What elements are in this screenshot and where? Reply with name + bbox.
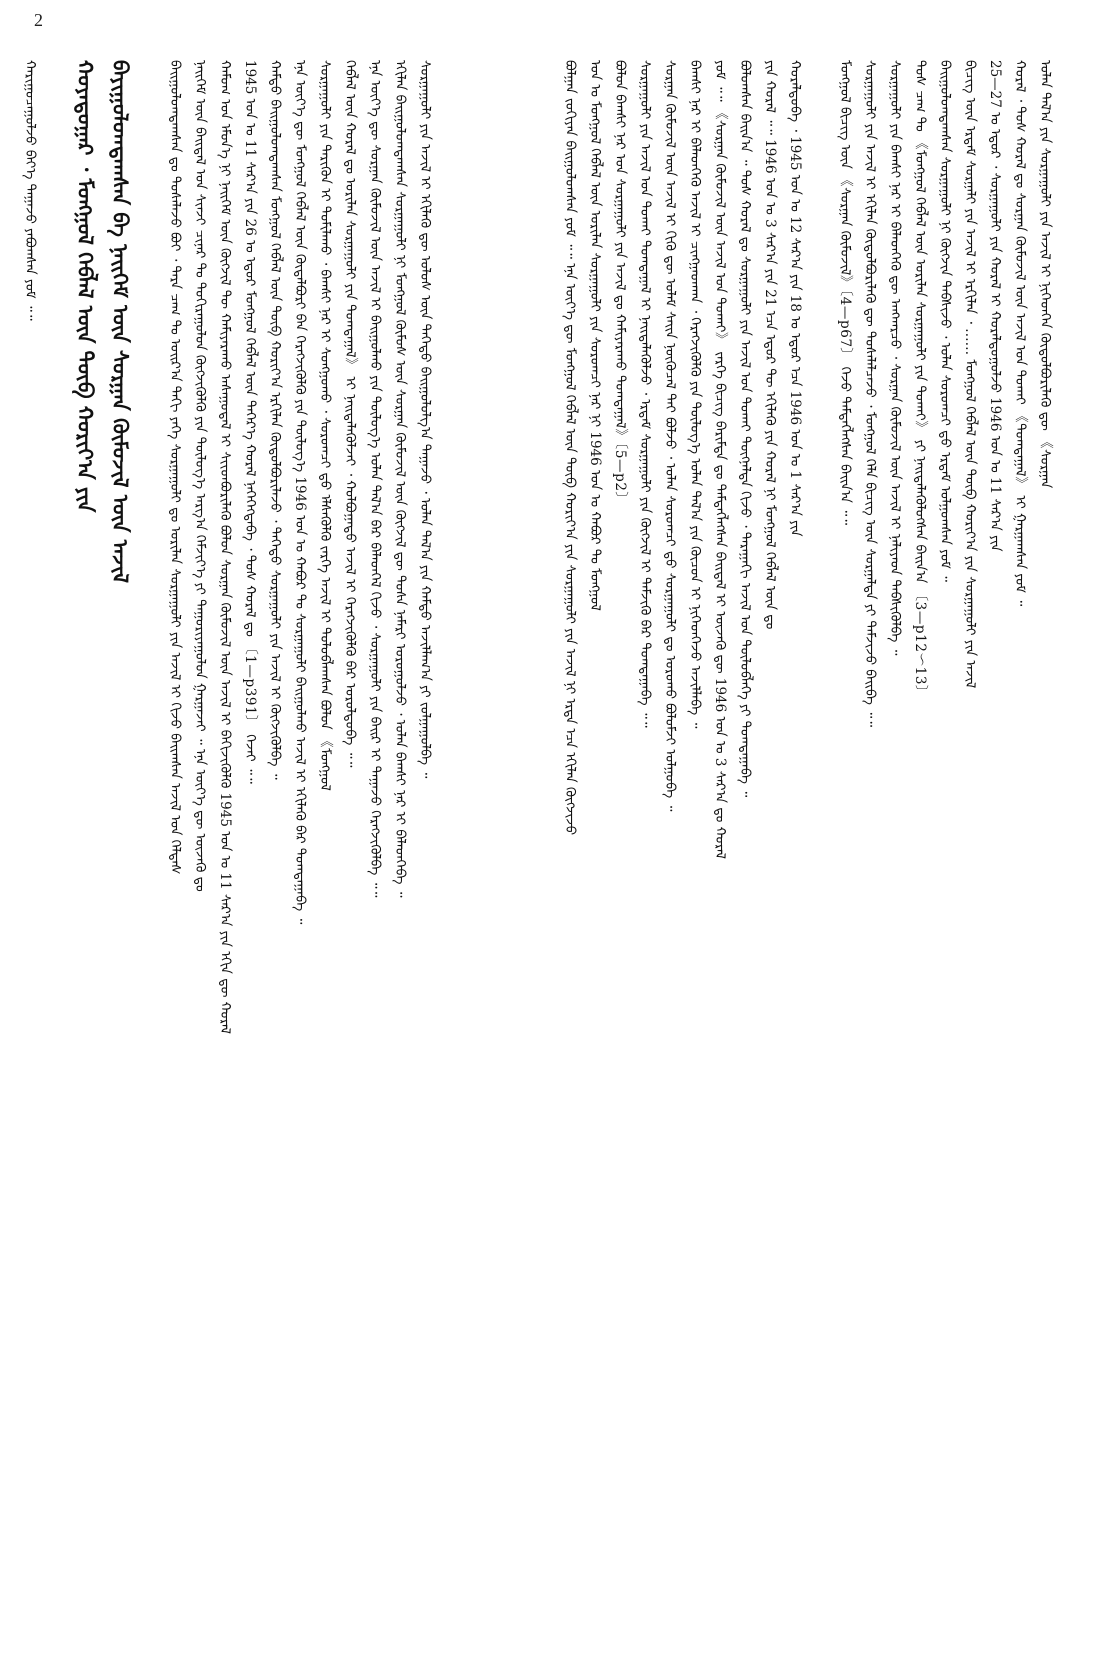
right-text-column (560, 60, 1060, 1660)
right-column-line (810, 60, 830, 1660)
left-column-line: ᠡᠨᠡ ᠦᠶ᠎ᠡ ᠳᠦ ᠰᠤᠷᠭᠠᠨ ᠬᠦᠮᠦᠵᠢᠯ ᠦᠨ ᠠᠵᠢᠯ ᠢ ᠪᠠᠢᠭᠤᠯᠬᠤ ᠶᠢᠨ ᠲᠥᠯᠦᠭ᠎ᠡ ᠣᠯᠠᠨ ᠲᠠᠯ᠎ᠠ ᠪᠠᠷ ᠪᠡᠯᠡᠳᠬᠡᠯ ᠬᠢᠵᠦ ᠂ ᠰᠤᠷᠭᠠᠭᠤᠯᠢ ᠶᠢᠨ ᠪᠠᠢᠷ ᠢ ᠳᠠᠭᠠᠵᠤ ᠬᠡᠷᠡᠭᠵᠢᠭᠦᠯᠪᠡ ᠃᠃ (367, 60, 383, 898)
left-column-line: ᠪᠠᠶᠢᠭᠤᠯᠤᠭᠳᠠᠭᠰᠠᠨ ᠪᠠ ᠨᠡᠢᠭᠡᠮ ᠦᠨ ᠰᠤᠷᠭᠠᠨ ᠬᠦᠮᠦᠵᠢᠯ ᠦᠨ ᠠᠵᠢᠯ (108, 60, 133, 584)
right-column-line: ᠪᠣᠯᠤᠭᠰᠠᠨ ᠪᠠᠢᠨ᠎ᠠ ᠃ ᠲᠤᠰ ᠬᠤᠷᠠᠯ ᠳᠤ ᠰᠤᠷᠭᠠᠭᠤᠯᠢ ᠶᠢᠨ ᠠᠵᠢᠯ ᠤᠨ ᠲᠤᠬᠠᠢ ᠳᠦᠭᠨᠡᠯᠲᠡ ᠬᠢᠵᠦ ᠂ ᠳᠠᠷᠠᠭᠠᠬᠢ ᠠᠵᠢᠯ ᠤᠨ ᠲᠥᠯᠥᠪᠯᠡᠭᠡ ᠶᠢ ᠲᠣᠭᠲᠠᠭᠠᠪᠠ ᠃ (737, 60, 753, 798)
left-column-line: ᠬᠠᠮᠲᠤ ᠪᠠᠢᠭᠤᠯᠤᠭᠳᠠᠭᠰᠠᠨ ᠮᠣᠩᠭᠣᠯ ᠬᠡᠪᠯᠡᠯ ᠦᠨ ᠲᠥᠪ ᠬᠣᠷᠢᠶ᠎ᠠ ᠡᠷᠬᠢᠯᠡᠨ ᠬᠥᠲᠦᠯᠪᠦᠷᠢᠯᠡᠵᠦ ᠂ ᠳᠡᠭᠡᠳᠦ ᠰᠤᠷᠭᠠᠭᠤᠯᠢ ᠶᠢᠨ ᠠᠵᠢᠯ ᠢ ᠬᠥᠭᠵᠢᠭᠦᠯᠪᠡ ᠃ (267, 60, 283, 780)
right-column-line: ᠰᠤᠷᠭᠠᠭᠤᠯᠢ ᠶᠢᠨ ᠪᠠᠭᠰᠢ ᠨᠠᠷ ᠢ ᠪᠡᠯᠡᠳᠬᠡᠬᠦ ᠳᠦ ᠠᠩᠬᠠᠷᠴᠤ ᠂ ᠰᠤᠷᠭᠠᠨ ᠬᠦᠮᠦᠵᠢᠯ ᠦᠨ ᠠᠵᠢᠯ ᠢ ᠨᠡᠯᠢᠶᠡᠳ ᠳᠡᠪᠰᠢᠭᠦᠯᠪᠡ ᠃ (887, 60, 903, 656)
right-column-line: ᠬᠤᠷᠠᠯ ᠂ ᠲᠤᠰ ᠬᠤᠷᠠᠯ ᠳᠤ ᠰᠤᠷᠭᠠᠨ ᠬᠦᠮᠦᠵᠢᠯ ᠦᠨ ᠠᠵᠢᠯ ᠤᠨ ᠲᠤᠬᠠᠢ 《ᠲᠣᠭᠲᠠᠭᠠᠯ》 ᠢ ᠭᠠᠷᠭᠠᠭᠰᠠᠨ ᠶᠤᠮ ᠃ (1012, 60, 1028, 607)
left-column-line: ᠪᠠᠢᠭᠤᠯᠤᠭᠳᠠᠭᠰᠠᠨ ᠳᠤ ᠲᠤᠰᠠᠯᠠᠵᠤ ᠪᠤᠢ ᠂ ᠲᠡᠷᠡ ᠴᠠᠭ ᠲᠤ ᠣᠢᠷ᠎ᠠ ᠳᠠᠬᠢ ᠶᠡᠬᠡ ᠰᠤᠷᠭᠠᠭᠤᠯᠢ ᠳᠤ ᠤᠷᠢᠯᠠᠨ ᠰᠤᠷᠭᠠᠭᠤᠯᠢ ᠶᠢᠨ ᠠᠵᠢᠯ ᠢ ᠬᠢᠵᠦ ᠪᠠᠢᠭᠰᠠᠨ ᠠᠵᠢᠯ ᠤᠨ ᠬᠡᠯᠲᠡᠰ (167, 60, 183, 875)
right-column-line: ᠰᠤᠷᠭᠠᠨ ᠬᠦᠮᠦᠵᠢᠯ ᠦᠨ ᠠᠵᠢᠯ ᠢ ᠬᠢᠬᠦ ᠳᠦ ᠤᠯᠠᠮ ᠰᠠᠢᠨ ᠨᠥᠬᠦᠴᠡᠯ ᠲᠠᠢ ᠪᠣᠯᠵᠤ ᠂ ᠣᠯᠠᠨ ᠰᠤᠷᠤᠭᠴᠢ ᠳ᠋ᠤ ᠰᠤᠷᠭᠠᠭᠤᠯᠢ ᠳᠤ ᠣᠷᠣᠬᠤ ᠪᠣᠯᠣᠮᠵᠢ ᠣᠯᠭᠤᠪᠠ ᠃ (662, 60, 678, 812)
left-column-line: ᠨᠡᠢᠭᠡᠮ ᠦᠨ ᠪᠠᠢᠳᠠᠯ ᠤᠨ ᠰᠢᠨᠵᠢ ᠴᠢᠨᠠᠷ ᠲᠤ ᠲᠤᠬᠢᠷᠠᠭᠤᠯᠤᠨ ᠬᠥᠭᠵᠢᠭᠦᠯᠬᠦ ᠶᠢᠨ ᠲᠥᠯᠦᠭ᠎ᠡ ᠠᠷᠭ᠎ᠠ ᠬᠡᠮᠵᠢᠶ᠎ᠡ ᠶᠢ ᠲᠠᠭᠤᠷᠢᠶᠠᠭᠤᠯᠤᠨ ᠭᠠᠷᠭᠠᠵᠠᠢ ᠃ ᠡᠨᠡ ᠦᠶ᠎ᠡ ᠳᠦ ᠦᠵᠡᠬᠦ ᠳᠤ (192, 60, 208, 892)
left-column-line: 1945 ᠣᠨ ᠤ 11 ᠰᠠᠷ᠎ᠠ ᠶᠢᠨ 26 ᠤ ᠡᠳᠦᠷ ᠮᠣᠩᠭᠣᠯ ᠬᠡᠪᠯᠡᠯ ᠦᠨ ᠳᠡᠭᠡᠷ᠎ᠡ ᠬᠤᠷᠠᠯ ᠨᠡᠭᠡᠭᠡᠭᠳᠡᠪᠡ ᠂ ᠲᠤᠰ ᠬᠤᠷᠠᠯ ᠳᠤ 〔1—p391〕 ᠭᠡᠵᠡᠢ ᠃᠃ (242, 60, 258, 784)
left-column-line: ᠡᠨᠡ ᠦᠶ᠎ᠡ ᠳᠦ ᠮᠣᠩᠭᠣᠯ ᠬᠡᠪᠯᠡᠯ ᠦᠨ ᠬᠥᠲᠡᠯᠪᠦᠷᠢ ᠪᠠᠨ ᠬᠡᠷᠡᠭᠵᠢᠭᠦᠯᠬᠦ ᠶᠢᠨ ᠲᠥᠯᠦᠭ᠎ᠡ 1946 ᠣᠨ ᠤ ᠬᠠᠪᠤᠷ ᠲᠤ ᠰᠤᠷᠭᠠᠭᠤᠯᠢ ᠪᠠᠢᠭᠤᠯᠬᠤ ᠠᠵᠢᠯ ᠢ ᠡᠬᠢᠯᠡᠬᠦ ᠪᠡᠷ ᠲᠣᠭᠲᠠᠭᠠᠪᠠ ᠃ (292, 60, 308, 925)
right-column-line: ᠶᠤᠮ ᠃᠃ 《ᠰᠤᠷᠭᠠᠨ ᠬᠦᠮᠦᠵᠢᠯ ᠦᠨ ᠠᠵᠢᠯ ᠤᠨ ᠲᠤᠬᠠᠢ》 ᠵᠡᠷᠭᠡ ᠪᠢᠴᠢᠭ ᠪᠠᠷᠢᠮᠲᠠ ᠳᠤ ᠲᠡᠮᠳᠡᠭᠯᠡᠭᠰᠡᠨ ᠪᠠᠢᠳᠠᠯ ᠢ ᠦᠵᠡᠬᠦ ᠳᠦ 1946 ᠣᠨ ᠤ 3 ᠰᠠᠷ᠎ᠠ ᠳᠤ ᠬᠤᠷᠠᠯ (712, 60, 728, 859)
right-column-line: ᠪᠣᠯᠭᠠᠨ ᠵᠣᠬᠢᠶᠠᠨ ᠪᠠᠢᠭᠤᠯᠤᠭᠰᠠᠨ ᠶᠤᠮ ᠃᠃ ᠡᠨᠡ ᠦᠶ᠎ᠡ ᠳᠦ ᠮᠣᠩᠭᠣᠯ ᠬᠡᠪᠯᠡᠯ ᠦᠨ ᠲᠥᠪ ᠬᠣᠷᠢᠶ᠎ᠠ ᠶᠢᠨ ᠰᠤᠷᠭᠠᠭᠤᠯᠢ ᠶᠢᠨ ᠠᠵᠢᠯ ᠨᠢ ᠡᠷᠲᠡ ᠡᠴᠡ ᠡᠬᠢᠯᠡᠨ ᠬᠥᠭᠵᠢᠵᠦ (562, 60, 578, 836)
right-column-line: ᠪᠣᠯᠤᠨ ᠪᠠᠭᠰᠢ ᠨᠠᠷ ᠤᠨ ᠰᠤᠷᠭᠠᠭᠤᠯᠢ ᠶᠢᠨ ᠠᠵᠢᠯ ᠳᠤ ᠬᠠᠮᠢᠶᠠᠷᠠᠬᠤ ᠲᠣᠭᠲᠠᠭᠠᠯ》〔5—p2〕 (612, 60, 628, 506)
left-column-line (140, 60, 160, 1660)
left-column-line: ᠡᠬᠢᠯᠡᠨ ᠪᠠᠢᠭᠤᠯᠤᠭᠳᠠᠭᠰᠠᠨ ᠰᠤᠷᠭᠠᠭᠤᠯᠢ ᠨᠢ ᠮᠣᠩᠭᠣᠯ ᠬᠦᠮᠦᠰ ᠦᠨ ᠰᠤᠷᠭᠠᠨ ᠬᠦᠮᠦᠵᠢᠯ ᠦᠨ ᠬᠥᠭᠵᠢᠯ ᠳᠦ ᠲᠤᠰᠠ ᠨᠡᠮᠡᠷᠢ ᠣᠷᠣᠭᠤᠯᠵᠤ ᠂ ᠣᠯᠠᠨ ᠪᠠᠭᠰᠢ ᠨᠠᠷ ᠢ ᠪᠡᠯᠡᠳᠬᠡᠪᠡ ᠃ (392, 60, 408, 898)
right-column-line: 25—27 ᠤ ᠡᠳᠦᠷ ᠂ ᠰᠤᠷᠭᠠᠭᠤᠯᠢ ᠶᠢᠨ ᠬᠤᠷᠠᠯ ᠢ ᠬᠤᠷᠠᠯᠳᠤᠭᠤᠯᠵᠤ 1946 ᠣᠨ ᠤ 11 ᠰᠠᠷ᠎ᠠ ᠶᠢᠨ (987, 60, 1003, 552)
left-text-column (20, 60, 520, 1660)
right-column-line: ᠬᠤᠷᠠᠯᠳᠤᠪᠠ ᠂ 1945 ᠣᠨ ᠤ 12 ᠰᠠᠷ᠎ᠠ ᠶᠢᠨ 18 ᠤ ᠡᠳᠦᠷ ᠡᠴᠡ 1946 ᠣᠨ ᠤ 1 ᠰᠠᠷ᠎ᠠ ᠶᠢᠨ (787, 60, 803, 537)
right-column-line: ᠪᠠᠢᠭᠤᠯᠤᠭᠳᠠᠭᠰᠠᠨ ᠰᠤᠷᠭᠠᠭᠤᠯᠢ ᠨᠢ ᠬᠥᠭᠵᠢᠨ ᠳᠡᠪᠰᠢᠵᠦ ᠂ ᠣᠯᠠᠨ ᠰᠤᠷᠤᠭᠴᠢ ᠳ᠋ᠤ ᠡᠷᠳᠡᠮ ᠣᠯᠭᠤᠭᠰᠠᠨ ᠶᠤᠮ ᠃ (937, 60, 953, 582)
right-column-line: ᠲᠤᠰ ᠴᠠᠭ ᠲᠤ 《ᠮᠣᠩᠭᠣᠯ ᠬᠡᠪᠯᠡᠯ ᠦᠨ ᠤᠷᠢᠯᠠᠨ ᠰᠤᠷᠭᠠᠭᠤᠯᠢ ᠶᠢᠨ ᠲᠤᠬᠠᠢ》 ᠶᠢ ᠨᠡᠢᠲᠡᠯᠡᠭᠦᠯᠦᠭᠰᠡᠨ ᠪᠠᠢᠨ᠎ᠠ 〔3—p12～13〕 (912, 60, 928, 700)
right-column-line: ᠮᠣᠩᠭᠣᠯ ᠪᠢᠴᠢᠭ ᠦᠨ 《ᠰᠤᠷᠭᠠᠨ ᠬᠦᠮᠦᠵᠢᠯ》〔4—p67〕 ᠭᠡᠵᠦ ᠲᠡᠮᠳᠡᠭᠯᠡᠭᠰᠡᠨ ᠪᠠᠢᠨ᠎ᠠ ᠃᠃ (837, 60, 853, 525)
page-number: 2 (34, 10, 43, 30)
left-column-line: ᠬᠡᠪᠯᠡᠯ ᠦᠨ ᠬᠤᠷᠠᠯ ᠳᠤ ᠤᠷᠢᠯᠠᠨ ᠰᠤᠷᠭᠠᠭᠤᠯᠢ ᠶᠢᠨ ᠲᠣᠭᠲᠠᠭᠠᠯ》 ᠢ ᠨᠡᠢᠲᠡᠯᠡᠭᠦᠯᠵᠡᠢ ᠂ ᠬᠣᠯᠪᠤᠭᠠᠲᠤ ᠠᠵᠢᠯ ᠢ ᠬᠡᠷᠡᠭᠵᠢᠭᠦᠯᠬᠦ ᠪᠡᠷ ᠣᠷᠤᠯᠳᠤᠪᠠ ᠃᠃ (342, 60, 358, 768)
right-column-line: ᠪᠠᠭᠰᠢ ᠨᠠᠷ ᠢ ᠪᠡᠯᠡᠳᠬᠡᠬᠦ ᠠᠵᠢᠯ ᠢ ᠴᠢᠩᠭᠠᠳᠬᠠᠨ ᠂ ᠬᠡᠷᠡᠭᠵᠢᠭᠦᠯᠬᠦ ᠶᠢᠨ ᠲᠥᠯᠦᠭ᠎ᠡ ᠣᠯᠠᠨ ᠲᠠᠯ᠎ᠠ ᠶᠢᠨ ᠬᠦᠴᠦᠨ ᠢ ᠨᠢᠭᠡᠳᠬᠡᠵᠦ ᠠᠵᠢᠯᠯᠠᠪᠠ ᠃ (687, 60, 703, 729)
left-column-line: ᠰᠤᠷᠭᠠᠭᠤᠯᠢ ᠶᠢᠨ ᠲᠡᠷᠢᠭᠦᠨ ᠢ ᠲᠣᠮᠢᠯᠠᠬᠤ ᠂ ᠪᠠᠭᠰᠢ ᠨᠠᠷ ᠢ ᠰᠣᠩᠭᠤᠬᠤ ᠂ ᠰᠤᠷᠤᠭᠴᠢ ᠳ᠋ᠤ ᠡᠯᠰᠡᠭᠦᠯᠬᠦ ᠵᠡᠷᠭᠡ ᠠᠵᠢᠯ ᠢ ᠲᠣᠯᠣᠪᠯᠠᠭᠰᠠᠨ ᠪᠣᠯᠤᠨ 《ᠮᠣᠩᠭᠣᠯ (317, 60, 333, 791)
right-column-line: ᠪᠢᠴᠢᠭ ᠦᠨ ᠡᠷᠳᠡᠮ ᠰᠤᠷᠭᠠᠯᠢ ᠶᠢᠨ ᠠᠵᠢᠯ ᠢ ᠡᠷᠬᠢᠯᠡᠨ ᠂ …… ᠮᠣᠩᠭᠣᠯ ᠬᠡᠪᠯᠡᠯ ᠦᠨ ᠲᠥᠪ ᠬᠣᠷᠢᠶ᠎ᠠ ᠶᠢᠨ ᠰᠤᠷᠭᠠᠭᠤᠯᠢ ᠶᠢᠨ ᠠᠵᠢᠯ (962, 60, 978, 689)
right-column-line: ᠶᠢᠨ ᠬᠤᠷᠠᠯ ᠃᠃ 1946 ᠣᠨ ᠤ 3 ᠰᠠᠷ᠎ᠠ ᠶᠢᠨ 21 ᠡᠴᠡ ᠡᠳᠦᠷ ᠲᠦ ᠡᠬᠢᠯᠡᠬᠦ ᠶᠢᠨ ᠬᠤᠷᠠᠯ ᠨᠢ ᠮᠣᠩᠭᠣᠯ ᠬᠡᠪᠯᠡᠯ ᠦᠨ ᠳᠤ (762, 60, 778, 630)
right-column-line: ᠣᠨ ᠤ ᠮᠣᠩᠭᠣᠯ ᠬᠡᠪᠯᠡᠯ ᠦᠨ ᠤᠷᠢᠯᠠᠨ ᠰᠤᠷᠭᠠᠭᠤᠯᠢ ᠶᠢᠨ ᠰᠤᠷᠤᠭᠴᠢ ᠨᠠᠷ ᠨᠢ 1946 ᠣᠨ ᠤ ᠬᠠᠪᠤᠷ ᠲᠤ ᠮᠣᠩᠭᠣᠯ (587, 60, 603, 611)
left-column-line: ᠬᠠᠮᠤᠭ ᠤᠨ ᠡᠮᠦᠨ᠎ᠡ ᠨᠢ ᠨᠡᠢᠭᠡᠮ ᠦᠨ ᠬᠥᠭᠵᠢᠯ ᠲᠦ ᠬᠠᠮᠢᠶᠠᠷᠠᠬᠤ ᠠᠰᠠᠭᠤᠳᠠᠯ ᠢ ᠰᠢᠢᠳᠪᠦᠷᠢᠯᠡᠬᠦ ᠪᠣᠯᠤᠨ ᠰᠤᠷᠭᠠᠨ ᠬᠦᠮᠦᠵᠢᠯ ᠦᠨ ᠠᠵᠢᠯ ᠢ ᠪᠡᠬᠢᠵᠢᠭᠦᠯᠬᠦ 1945 ᠣᠨ ᠤ 11 ᠰᠠᠷ᠎ᠠ ᠶᠢᠨ ᠡᠬᠢᠨ ᠳᠦ ᠬᠤᠷᠠᠯ (217, 60, 233, 1034)
right-column-line: ᠣᠯᠠᠨ ᠲᠠᠯ᠎ᠠ ᠶᠢᠨ ᠰᠤᠷᠭᠠᠭᠤᠯᠢ ᠶᠢᠨ ᠠᠵᠢᠯ ᠢ ᠨᠢᠭᠡᠳᠬᠡᠨ ᠬᠥᠲᠦᠯᠪᠦᠷᠢᠯᠡᠬᠦ ᠳᠦ 《ᠰᠤᠷᠭᠠᠨ (1037, 60, 1053, 489)
left-column-line: ᠰᠤᠷᠭᠠᠭᠤᠯᠢ ᠶᠢᠨ ᠠᠵᠢᠯ ᠢ ᠡᠬᠢᠯᠡᠬᠦ ᠳᠦ ᠤᠯᠤᠰ ᠦᠨ ᠳᠡᠭᠡᠳᠦ ᠪᠠᠢᠭᠤᠯᠤᠯᠭ᠎ᠠ ᠳᠠᠭᠠᠵᠤ ᠂ ᠣᠯᠠᠨ ᠲᠠᠯ᠎ᠠ ᠶᠢᠨ ᠬᠠᠮᠲᠤ ᠠᠵᠢᠯᠯᠠᠭ᠎ᠠ ᠶᠢ ᠵᠤᠯᠭᠠᠭᠤᠯᠪᠠ ᠃ (417, 60, 433, 779)
left-column-line: ᠬᠣᠶᠠᠳᠤᠭᠠᠷ ᠂ ᠮᠣᠩᠭᠣᠯ ᠬᠡᠪᠯᠡᠯ ᠦᠨ ᠲᠥᠪ ᠬᠣᠷᠢᠶ᠎ᠠ ᠶᠢᠨ (73, 60, 98, 513)
left-column-line: ᠬᠠᠷᠢᠭᠤᠴᠠᠭᠤᠯᠵᠤ ᠪᠡᠶ᠎ᠡ ᠳᠠᠭᠠᠵᠤ ᠶᠠᠪᠤᠭᠰᠠᠨ ᠶᠤᠮ ᠃᠃ (22, 60, 38, 321)
right-column-line: ᠰᠤᠷᠭᠠᠭᠤᠯᠢ ᠶᠢᠨ ᠠᠵᠢᠯ ᠤᠨ ᠲᠤᠬᠠᠢ ᠲᠣᠭᠲᠠᠭᠠᠯ ᠢ ᠨᠡᠢᠲᠡᠯᠡᠭᠦᠯᠵᠦ ᠂ ᠡᠷᠳᠡᠮ ᠰᠤᠷᠭᠠᠭᠤᠯᠢ ᠶᠢᠨ ᠬᠥᠭᠵᠢᠯ ᠢ ᠳᠡᠮᠵᠢᠬᠦ ᠪᠡᠷ ᠲᠣᠭᠲᠠᠭᠠᠪᠠ ᠃᠃ (637, 60, 653, 728)
right-column-line: ᠰᠤᠷᠭᠠᠭᠤᠯᠢ ᠶᠢᠨ ᠠᠵᠢᠯ ᠢ ᠡᠬᠢᠯᠡᠨ ᠬᠥᠲᠦᠯᠪᠦᠷᠢᠯᠡᠬᠦ ᠳᠦ ᠲᠤᠰᠠᠯᠠᠯᠴᠠᠵᠤ ᠂ ᠮᠣᠩᠭᠣᠯ ᠬᠡᠯᠡ ᠪᠢᠴᠢᠭ ᠦᠨ ᠰᠤᠷᠭᠠᠯᠲᠠ ᠶᠢ ᠳᠡᠮᠵᠢᠵᠦ ᠪᠠᠢᠪᠠ ᠃᠃ (862, 60, 878, 728)
left-column-line (45, 60, 65, 1660)
